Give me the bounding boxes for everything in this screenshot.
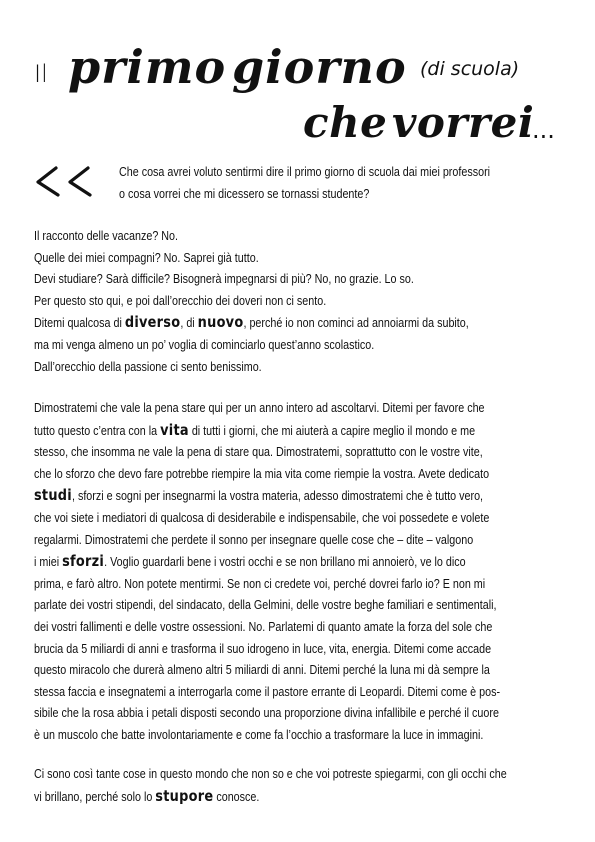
title-il: Il [34, 60, 48, 88]
text-run: , perché io non cominci ad annoiarmi da subito, [243, 316, 469, 331]
text-line: dei vostri fallimenti e delle vostre ossessioni. No. Parlatemi di quanto amate la forza del sole che [34, 619, 493, 634]
emphasis-vita: vita [160, 420, 189, 439]
text-line [34, 420, 559, 443]
text-line: questo miracolo che durerà almeno altri 5 miliardi di anni. Ditemi perché la luna mi dà sempre la [34, 663, 490, 678]
title-ellipsis: ... [532, 116, 555, 144]
text-line: sibile che la rosa abbia i petali disposti secondo una proporzione divina infallibile e perché il cuore [34, 706, 499, 721]
text-line: prima, e farò altro. Non potete mentirmi. Se non ci credete voi, perché dovrei farlo io? E non mi [34, 576, 486, 591]
text-line: parlate dei vostri stipendi, del sindacato, della Gelmini, delle vostre beghe familiari e sentimentali, [34, 598, 497, 613]
quote-mark-icon [34, 164, 96, 198]
title-vorrei: vorrei [392, 98, 535, 147]
text-line: Devi studiare? Sarà difficile? Bisognerà impegnarsi di più? No, no grazie. Lo so. [34, 272, 414, 287]
text-run: vi brillano, perché solo lo [34, 789, 156, 804]
text-line: stesso, che insomma ne vale la pena di stare qua. Dimostratemi, soprattutto con le vostre vite, [34, 445, 483, 460]
emphasis-stupore: stupore [155, 786, 214, 805]
paragraph-1 [34, 226, 559, 378]
title-primo: primo [68, 40, 227, 94]
emphasis-studi: studi [34, 486, 72, 505]
text-line: Dall’orecchio della passione ci sento benissimo. [34, 359, 262, 374]
title-che: che [303, 98, 388, 147]
page-title [0, 0, 595, 160]
paragraph-2 [34, 398, 559, 747]
text-run: conosce. [213, 789, 260, 804]
text-run: tutto questo c’entra con la [34, 423, 161, 438]
text-line [34, 551, 559, 574]
intro-line: Che cosa avrei voluto sentirmi dire il primo giorno di scuola dai miei professori [119, 165, 491, 179]
text-run: , sforzi e sogni per insegnarmi la vostra materia, adesso dimostratemi che è tutto vero, [71, 489, 484, 504]
text-line: regalarmi. Dimostratemi che perdete il sonno per insegnare quelle cose che – dite – valgono [34, 532, 474, 547]
text-line: che voi siete i mediatori di qualcosa di desiderabile e indispensabile, che voi possedete e volete [34, 510, 490, 525]
text-line: Quelle dei miei compagni? No. Saprei già tutto. [34, 250, 259, 265]
text-line: Ci sono così tante cose in questo mondo che non so e che voi potreste spiegarmi, con gli occhi che [34, 767, 507, 781]
text-line: Per questo sto qui, e poi dall’orecchio dei doveri non ci sento. [34, 293, 327, 308]
paragraph-3 [34, 764, 559, 808]
intro-line: o cosa vorrei che mi dicessero se tornassi studente? [119, 186, 370, 201]
emphasis-nuovo: nuovo [197, 313, 244, 332]
emphasis-diverso: diverso [124, 313, 181, 332]
text-run: i miei [34, 555, 63, 570]
text-line: stessa faccia e insegnatemi a interrogarla come il pastore errante di Leopardi. Ditemi come è pos- [34, 684, 501, 699]
text-line [34, 312, 559, 335]
text-run: Ditemi qualcosa di [34, 316, 125, 331]
text-run: , di [180, 316, 198, 331]
text-line: è un muscolo che batte involontariamente e come fa l’occhio a trasformare la luce in immagini. [34, 727, 484, 742]
text-line: Il racconto delle vacanze? No. [34, 229, 179, 243]
text-run: . Voglio guardarli bene i vostri occhi e se non brillano mi annoierò, ve lo dico [104, 555, 466, 570]
text-line [34, 485, 559, 508]
text-line: brucia da 5 miliardi di anni e trasforma il suo idrogeno in luce, vita, energia. Ditemi come accade [34, 641, 492, 656]
text-line [34, 786, 559, 809]
text-run: di tutti i giorni, che mi aiuterà a capire meglio il mondo e me [188, 423, 476, 438]
title-giorno: giorno [232, 40, 407, 94]
text-line: Dimostratemi che vale la pena stare qui per un anno intero ad ascoltarvi. Ditemi per favore che [34, 401, 485, 415]
intro-question [119, 162, 557, 205]
emphasis-sforzi: sforzi [62, 552, 105, 571]
title-subtitle: (di scuola) [420, 58, 520, 80]
text-line: che lo sforzo che devo fare potrebbe riempire la mia vita come riempie la vostra. Avete dedicato [34, 466, 490, 481]
text-line: ma mi venga almeno un po’ voglia di cominciarlo quest’anno scolastico. [34, 337, 375, 352]
